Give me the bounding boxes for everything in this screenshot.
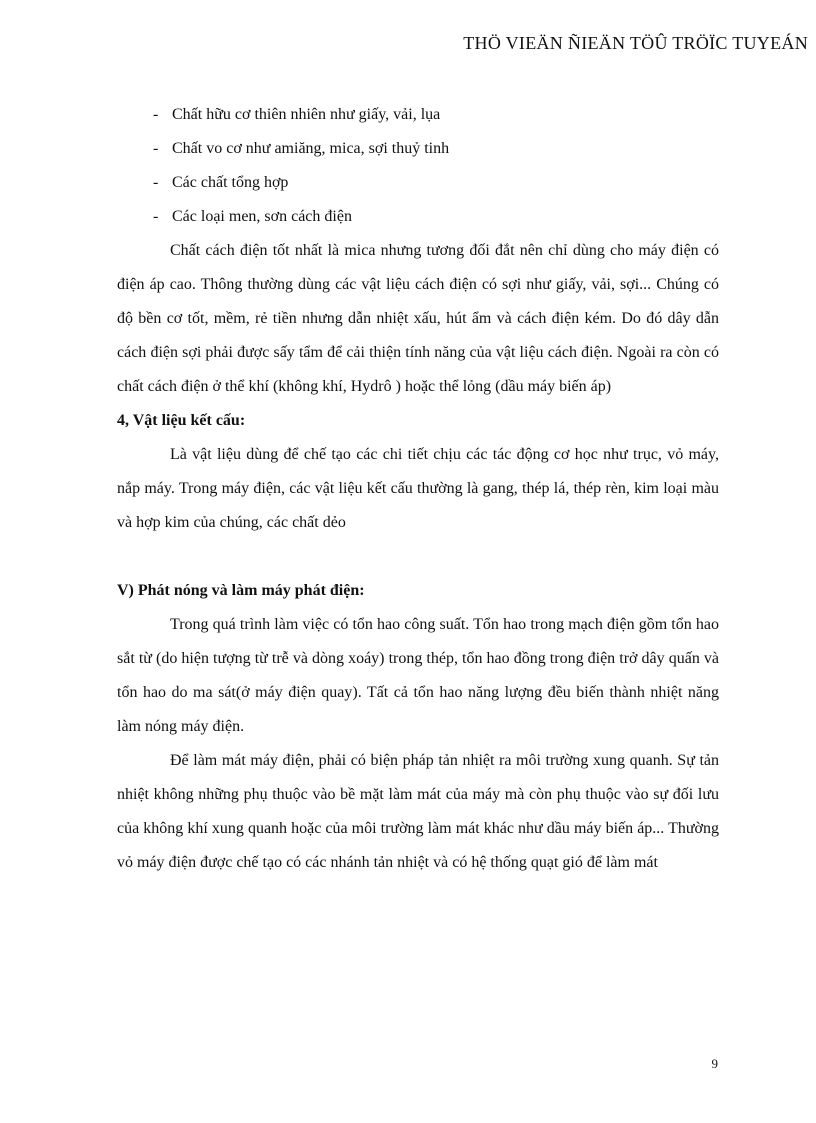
list-item-text: Chất vo cơ như amiăng, mica, sợi thuỷ tinh bbox=[172, 140, 450, 157]
bullet-marker: - bbox=[153, 174, 159, 191]
section-heading-heating-cooling: V) Phát nóng và làm máy phát điện: bbox=[117, 582, 365, 599]
insulation-materials-list bbox=[117, 98, 719, 234]
section-spacer bbox=[117, 540, 719, 574]
list-item bbox=[153, 132, 719, 166]
cooling-paragraph: Để làm mát máy điện, phải có biện pháp tản nhiệt ra môi trường xung quanh. Sự tản nhiệt không những phụ thuộc vào bề mặt làm mát của máy mà còn phụ thuộc vào sự đối lưu của không khí xung quanh hoặc của môi trường làm mát khác như dầu máy biến áp... Thường vỏ máy điện được chế tạo có các nhánh tản nhiệt và có hệ thống quạt gió để làm mát bbox=[117, 752, 719, 871]
bullet-marker: - bbox=[153, 208, 159, 225]
page-number: 9 bbox=[711, 1056, 718, 1071]
body-text bbox=[117, 98, 719, 880]
bullet-marker: - bbox=[153, 140, 159, 157]
list-item bbox=[153, 98, 719, 132]
running-header: THÖ VIEÄN ÑIEÄN TÖÛ TRÖÏC TUYEÁN bbox=[463, 33, 808, 53]
losses-paragraph: Trong quá trình làm việc có tổn hao công suất. Tổn hao trong mạch điện gồm tổn hao sắt từ (do hiện tượng từ trễ và dòng xoáy) trong thép, tổn hao đồng trong điện trở dây quấn và tổn hao do ma sát(ở máy điện quay). Tất cả tổn hao năng lượng đều biến thành nhiệt năng làm nóng máy điện. bbox=[117, 616, 719, 735]
list-item-text: Chất hữu cơ thiên nhiên như giấy, vải, lụa bbox=[172, 106, 441, 123]
list-item bbox=[153, 166, 719, 200]
insulation-paragraph: Chất cách điện tốt nhất là mica nhưng tương đối đắt nên chỉ dùng cho máy điện có điện áp cao. Thông thường dùng các vật liệu cách điện có sợi như giấy, vải, sợi... Chúng có độ bền cơ tốt, mềm, rẻ tiền nhưng dẫn nhiệt xấu, hút ẩm và cách điện kém. Do đó dây dẫn cách điện sợi phải được sấy tẩm để cải thiện tính năng của vật liệu cách điện. Ngoài ra còn có chất cách điện ở thể khí (không khí, Hydrô ) hoặc thể lỏng (dầu máy biến áp) bbox=[117, 242, 719, 395]
list-item-text: Các loại men, sơn cách điện bbox=[172, 208, 352, 225]
structural-paragraph: Là vật liệu dùng để chế tạo các chi tiết chịu các tác động cơ học như trục, vỏ máy, nắp máy. Trong máy điện, các vật liệu kết cấu thường là gang, thép lá, thép rèn, kim loại màu và hợp kim của chúng, các chất dẻo bbox=[117, 446, 719, 531]
bullet-marker: - bbox=[153, 106, 159, 123]
section-heading-structural-materials: 4, Vật liệu kết cấu: bbox=[117, 412, 246, 429]
list-item-text: Các chất tổng hợp bbox=[172, 174, 289, 191]
list-item bbox=[153, 200, 719, 234]
